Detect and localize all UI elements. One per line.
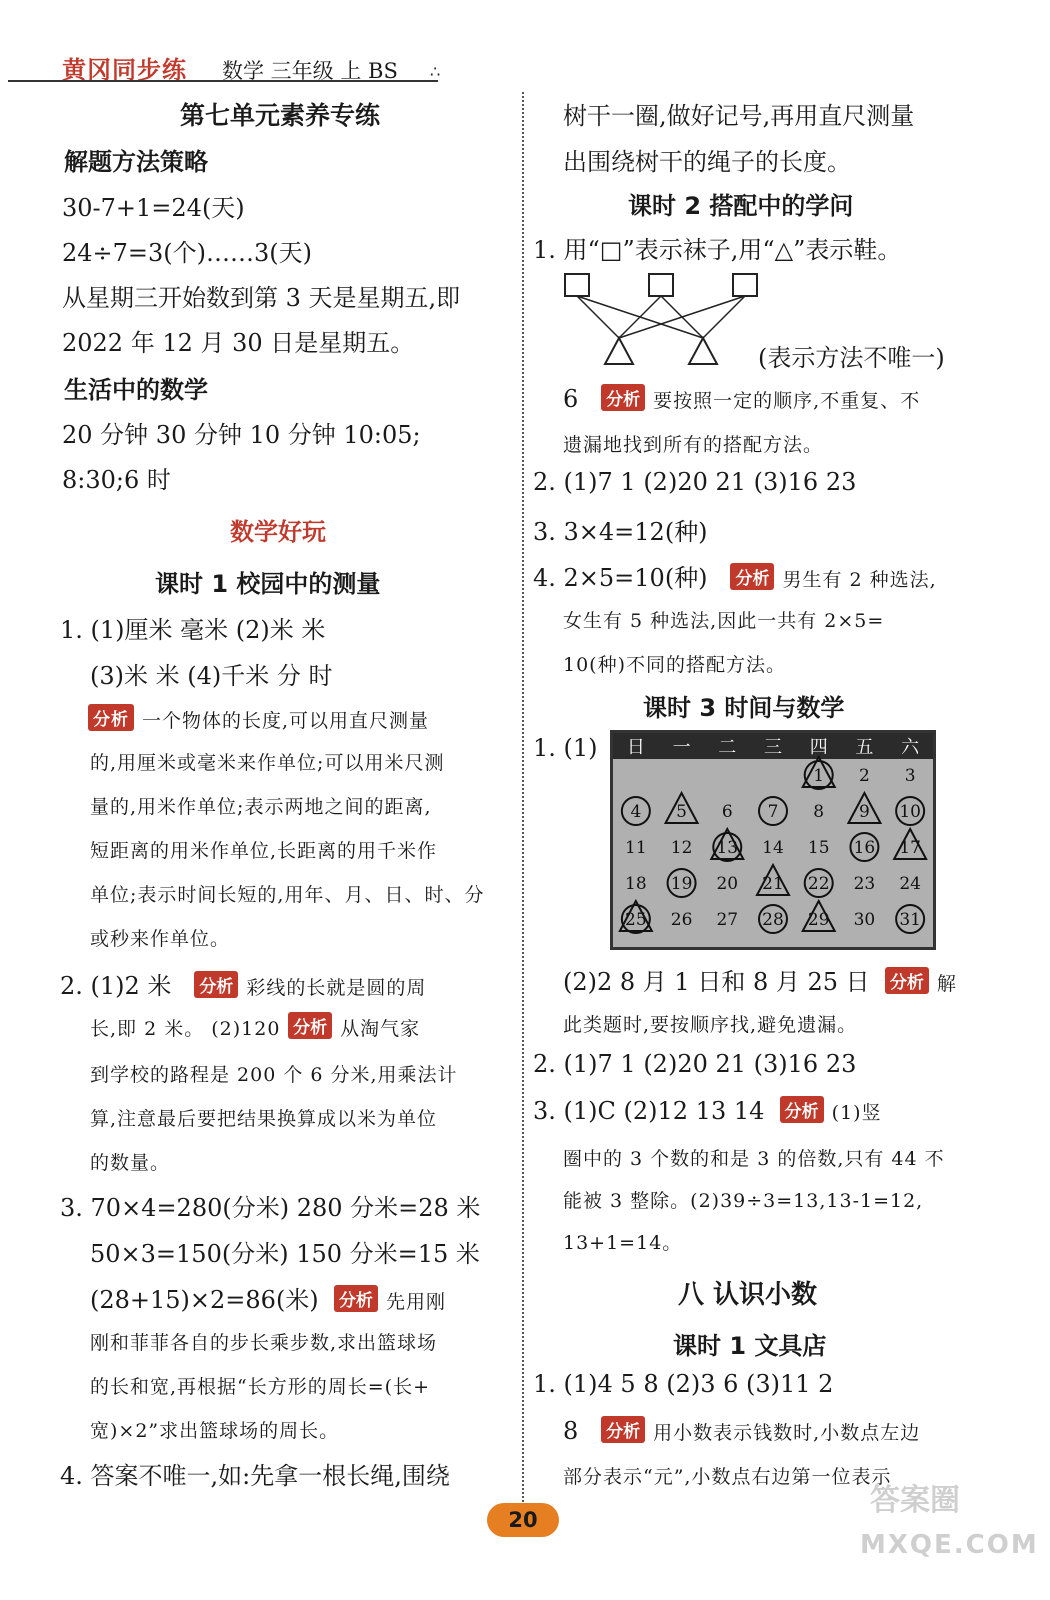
analysis-tag: 分析 <box>730 563 774 590</box>
calendar-day: 24 <box>899 874 921 894</box>
question-1: 1. 用“□”表示袜子,用“△”表示鞋。 <box>533 236 902 264</box>
calendar-day: 31 <box>899 910 921 930</box>
calendar-day: 30 <box>853 910 876 930</box>
analysis-line: 算,注意最后要把结果换算成以米为单位 <box>90 1108 438 1130</box>
analysis-tag: 分析 <box>601 384 645 411</box>
calendar <box>610 730 936 950</box>
sock-square-icon <box>649 274 673 296</box>
analysis-line: 10(种)不同的搭配方法。 <box>563 654 787 676</box>
analysis-tag: 分析 <box>334 1285 378 1312</box>
answer-line: 6 分析 要按照一定的顺序,不重复、不 <box>563 385 921 413</box>
analysis-line: 能被 3 整除。(2)39÷3=13,13-1=12, <box>563 1190 924 1212</box>
analysis-line: 的数量。 <box>90 1152 171 1174</box>
question-3: 3. (1)C (2)12 13 14 分析 (1)竖 <box>533 1097 882 1125</box>
section-title: 第七单元素养专练 <box>180 101 381 130</box>
calendar-weekday: 日 <box>626 737 645 758</box>
watermark-url: MXQE.COM <box>860 1530 1039 1560</box>
book-subtitle: 数学 三年级 上 BS <box>222 59 398 83</box>
answer-line: 出围绕树干的绳子的长度。 <box>563 148 851 176</box>
pairing-diagram <box>561 270 781 370</box>
analysis-line: 宽)×2”求出篮球场的周长。 <box>90 1420 340 1442</box>
analysis-tag: 分析 <box>601 1416 645 1443</box>
analysis-line: 遗漏地找到所有的搭配方法。 <box>563 434 824 456</box>
question-1: 1. (1)厘米 毫米 (2)米 米 <box>60 616 326 644</box>
question-3-cont: 50×3=150(分米) 150 分米=15 米 <box>90 1240 480 1268</box>
calendar-day: 11 <box>625 838 647 858</box>
pairing-lines <box>577 296 745 338</box>
section-fun-title: 数学好玩 <box>230 518 326 546</box>
calendar-day: 17 <box>899 838 921 858</box>
analysis-line: 刚和菲菲各自的步长乘步数,求出篮球场 <box>90 1332 438 1354</box>
question-4: 4. 答案不唯一,如:先拿一根长绳,围绕 <box>60 1462 450 1490</box>
heading-life-math: 生活中的数学 <box>64 376 208 404</box>
analysis-line: 此类题时,要按顺序找,避免遗漏。 <box>563 1014 858 1036</box>
lesson-title: 课时 1 校园中的测量 <box>155 570 381 598</box>
shoe-triangle-icon <box>689 338 717 364</box>
page-number: 20 <box>487 1503 559 1537</box>
analysis-line: 部分表示“元”,小数点右边第一位表示 <box>563 1466 892 1488</box>
calendar-weekday: 一 <box>672 737 691 758</box>
calendar-day: 21 <box>762 874 784 894</box>
calendar-day: 22 <box>807 874 830 894</box>
analysis-line: 单位;表示时间长短的,用年、月、日、时、分 <box>90 884 485 906</box>
method-note: (表示方法不唯一) <box>758 344 945 372</box>
page-header <box>0 0 1050 90</box>
calendar-day: 2 <box>859 766 870 786</box>
calendar-day: 1 <box>813 766 825 786</box>
shoe-triangle-icon <box>605 338 633 364</box>
answer-line: (2)2 8 月 1 日和 8 月 25 日 分析 解 <box>563 968 957 996</box>
calendar-day: 15 <box>807 838 830 858</box>
analysis-line: 的,用厘米或毫米来作单位;可以用米尺测 <box>90 752 445 774</box>
question-1: 1. (1) <box>533 734 598 762</box>
calendar-day: 25 <box>625 910 647 930</box>
analysis-tag: 分析 <box>194 971 238 998</box>
calendar-day: 16 <box>853 838 876 858</box>
question-2: 2. (1)7 1 (2)20 21 (3)16 23 <box>533 1050 857 1078</box>
analysis-tag: 分析 <box>885 967 929 994</box>
analysis-line: 分析 一个物体的长度,可以用直尺测量 <box>88 704 429 733</box>
calendar-day: 10 <box>899 802 921 822</box>
calendar-day: 14 <box>762 838 784 858</box>
analysis-line: 短距离的用米作单位,长距离的用千米作 <box>90 840 438 862</box>
calendar-day: 18 <box>625 874 647 894</box>
calendar-day: 4 <box>630 802 642 822</box>
question-3: 3. 70×4=280(分米) 280 分米=28 米 <box>60 1194 481 1222</box>
answer-line: 20 分钟 30 分钟 10 分钟 10:05; <box>62 421 421 449</box>
question-4: 4. 2×5=10(种) 分析 男生有 2 种选法, <box>533 564 937 592</box>
calendar-weekday: 三 <box>764 737 782 758</box>
calendar-weekday: 二 <box>718 737 737 758</box>
answer-line: 树干一圈,做好记号,再用直尺测量 <box>563 102 915 130</box>
analysis-line: 的长和宽,再根据“长方形的周长=(长+ <box>90 1376 431 1398</box>
calendar-day: 26 <box>670 910 693 930</box>
lesson-title: 课时 2 搭配中的学问 <box>628 192 854 220</box>
sock-square-icon <box>733 274 757 296</box>
analysis-line: 圈中的 3 个数的和是 3 的倍数,只有 44 不 <box>563 1148 945 1170</box>
lesson-title: 课时 1 文具店 <box>673 1332 827 1360</box>
calendar-day: 6 <box>721 802 733 822</box>
analysis-tag: 分析 <box>88 704 134 731</box>
calendar-day: 7 <box>767 802 779 822</box>
calendar-day: 29 <box>807 910 830 930</box>
calendar-day: 20 <box>716 874 739 894</box>
analysis-line: 到学校的路程是 200 个 6 分米,用乘法计 <box>90 1064 458 1086</box>
header-dots: ∴ <box>430 62 441 81</box>
calendar-day: 19 <box>670 874 693 894</box>
calendar-day: 5 <box>676 802 687 822</box>
calendar-day: 12 <box>670 838 693 858</box>
question-2: 2. (1)2 米 分析 彩线的长就是圆的周 <box>60 972 427 1000</box>
sock-square-icon <box>565 274 589 296</box>
analysis-line: 或秒来作单位。 <box>90 928 231 950</box>
heading-strategy: 解题方法策略 <box>64 148 208 176</box>
question-1-cont: (3)米 米 (4)千米 分 时 <box>90 662 333 690</box>
question-3-cont: (28+15)×2=86(米) 分析 先用刚 <box>90 1286 446 1314</box>
answer-line: 8 分析 用小数表示钱数时,小数点左边 <box>563 1417 921 1445</box>
question-1: 1. (1)4 5 8 (2)3 6 (3)11 2 <box>533 1370 834 1398</box>
calendar-day: 28 <box>762 910 784 930</box>
header-rule <box>8 80 438 82</box>
question-2-cont: 长,即 2 米。 (2)120 分析 从淘气家 <box>90 1012 420 1041</box>
calendar-weekday: 五 <box>855 737 874 758</box>
analysis-line: 女生有 5 种选法,因此一共有 2×5= <box>563 610 885 632</box>
calendar-day: 27 <box>716 910 739 930</box>
answer-line: 从星期三开始数到第 3 天是星期五,即 <box>62 284 461 312</box>
answer-line: 24÷7=3(个)……3(天) <box>62 239 313 267</box>
calendar-day: 13 <box>716 838 739 858</box>
calendar-weekday: 六 <box>901 737 920 758</box>
watermark-logo: 答案圈 <box>870 1483 960 1518</box>
analysis-tag: 分析 <box>780 1096 824 1123</box>
calendar-day: 9 <box>859 802 870 822</box>
analysis-line: 量的,用米作单位;表示两地之间的距离, <box>90 796 432 818</box>
answer-line: 8:30;6 时 <box>62 466 171 494</box>
analysis-line: 13+1=14。 <box>563 1232 683 1254</box>
calendar-grid <box>613 733 933 947</box>
unit-title: 八 认识小数 <box>678 1280 818 1310</box>
calendar-day: 8 <box>813 802 825 822</box>
calendar-day: 23 <box>853 874 876 894</box>
calendar-weekday: 四 <box>809 737 828 758</box>
answer-line: 30-7+1=24(天) <box>62 194 245 222</box>
question-2: 2. (1)7 1 (2)20 21 (3)16 23 <box>533 468 857 496</box>
question-3: 3. 3×4=12(种) <box>533 518 708 546</box>
column-divider <box>522 92 524 1502</box>
calendar-day: 3 <box>904 766 916 786</box>
answer-line: 2022 年 12 月 30 日是星期五。 <box>62 329 415 357</box>
brand-logo: 黄冈同步练 <box>62 56 187 84</box>
analysis-tag: 分析 <box>288 1012 332 1039</box>
lesson-title: 课时 3 时间与数学 <box>643 694 845 722</box>
